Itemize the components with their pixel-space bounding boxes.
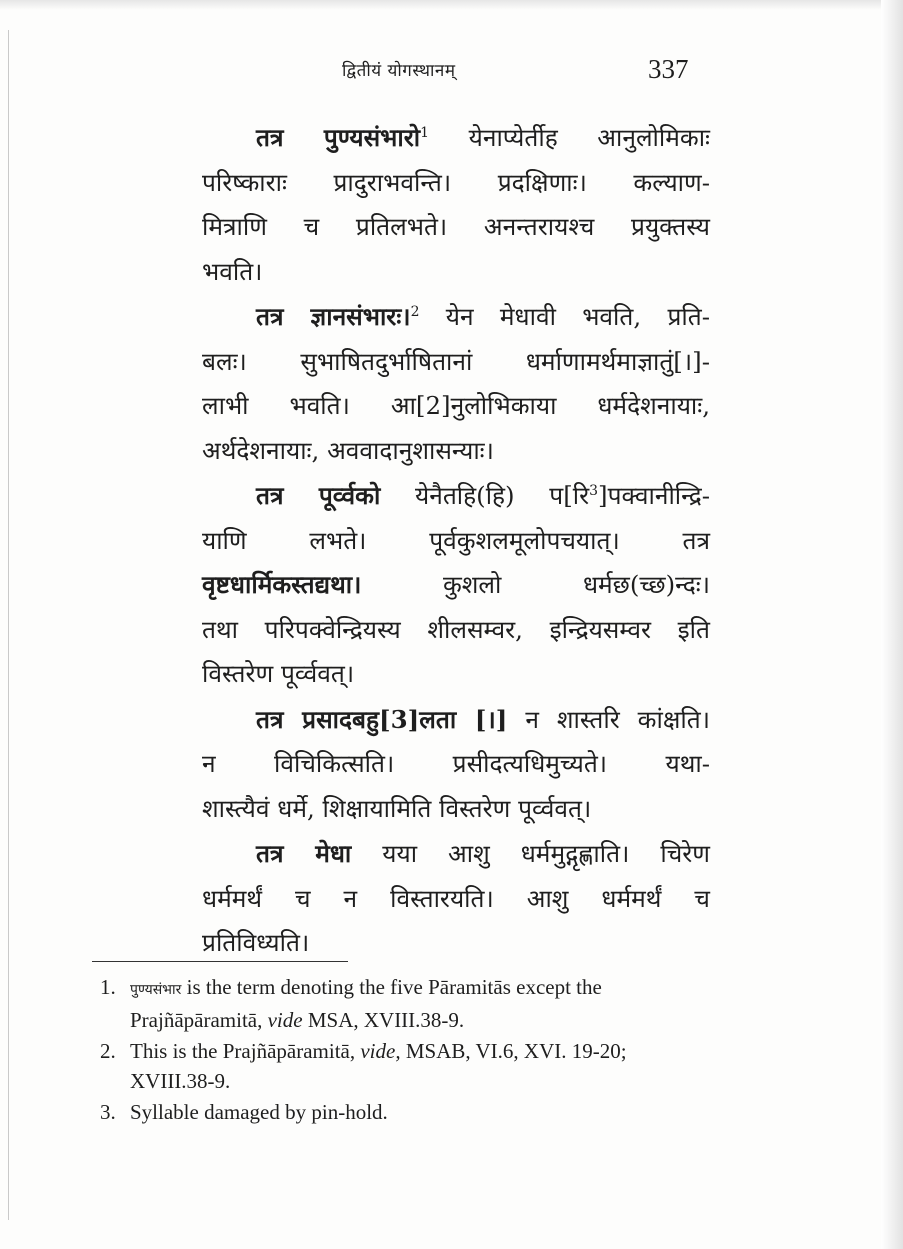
section-keyword: तत्र पूर्व्वको: [256, 481, 381, 510]
paragraph-jnana-sambhara: [202, 295, 710, 473]
scan-shadow-right: [881, 0, 903, 1249]
text-line: तथा परिपक्वेन्द्रियस्य शीलसम्वर, इन्द्रियसम्वर इति: [202, 614, 710, 644]
section-keyword: तत्र ज्ञानसंभारः।: [256, 302, 411, 331]
text-line-content: येनैतहि(हि) प[रि: [415, 481, 590, 510]
footnote-divider: [92, 961, 348, 962]
text-line: [202, 295, 710, 340]
footnote-ref: 3: [589, 482, 599, 499]
footnote-ref: 2: [410, 303, 420, 320]
section-keyword: तत्र पुण्यसंभारो: [256, 123, 421, 152]
text-line: लाभी भवति। आ[2]नुलोभिकाया धर्मदेशनायाः,: [202, 391, 710, 420]
text-line-content: येन मेधावी भवति, प्रति-: [445, 302, 710, 331]
text-line: मित्राणि च प्रतिलभते। अनन्तरायश्च प्रयुक्तस्य: [202, 212, 710, 241]
text-line: न विचिकित्सति। प्रसीदत्यधिमुच्यते। यथा-: [202, 749, 710, 778]
text-line: भवति।: [202, 256, 263, 286]
page-number: 337: [648, 54, 689, 84]
section-keyword: तत्र प्रसादबहु[3]लता [।]: [256, 704, 508, 734]
text-line: परिष्काराः प्रादुराभवन्ति। प्रदक्षिणाः। कल्याण-: [202, 167, 710, 197]
footnote-text: MSA, XVIII.38-9.: [307, 1007, 465, 1032]
footnote-text: Syllable damaged by pin-hold.: [130, 1100, 388, 1124]
body-text: [202, 116, 710, 967]
text-line-content: येनाप्येर्तीह आनुलोमिकाः: [468, 123, 711, 152]
paragraph-medha: [202, 832, 710, 966]
footnote: [92, 1098, 704, 1128]
text-line-content: यया आशु धर्ममुद्गृह्णाति। चिरेण: [382, 839, 710, 868]
paragraph-prasada: [202, 698, 710, 832]
footnote-text: MSAB, VI.6, XVI. 19-20; XVIII.38-9.: [130, 1039, 627, 1093]
text-line-content: कुशलो: [442, 570, 502, 599]
footnote-text: This is the Prajñāpāramitā,: [130, 1039, 356, 1063]
footnote: [92, 1037, 704, 1096]
text-line: बलः। सुभाषितदुर्भाषितानां धर्माणामर्थमाज्ञातुं[।]-: [202, 346, 710, 376]
text-line: अर्थदेशनायाः, अववादानुशासन्याः।: [202, 435, 494, 465]
text-line: धर्ममर्थं च न विस्तारयति। आशु धर्ममर्थं च: [202, 883, 710, 913]
text-line: [202, 698, 710, 743]
text-line: शास्त्यैवं धर्मे, शिक्षायामिति विस्तरेण पूर्व्ववत्।: [202, 793, 592, 823]
text-line: [202, 519, 710, 564]
section-keyword: तत्र मेधा: [256, 839, 352, 868]
text-line: [202, 563, 710, 608]
paragraph-punya-sambhara: [202, 116, 710, 294]
text-line-content: धर्मछ(च्छ)न्दः।: [582, 570, 710, 599]
text-line: प्रतिविध्यति।: [202, 928, 310, 957]
footnote-number: 2.: [100, 1039, 116, 1063]
scan-shadow-top: [0, 0, 903, 10]
footnote: [92, 973, 704, 1035]
footnote-term: पुण्यसंभार: [130, 982, 182, 998]
running-title: द्वितीयं योगस्थानम्: [342, 61, 456, 81]
footnote-ref: 1: [420, 124, 430, 141]
footnotes: [92, 973, 704, 1130]
footnote-italic: vide,: [360, 1039, 401, 1063]
text-line: [202, 832, 710, 877]
text-line: [202, 116, 710, 161]
text-line: विस्तरेण पूर्व्ववत्।: [202, 659, 355, 688]
text-line-content: याणि लभते। पूर्वकुशलमूलोपचयात्। तत्र: [202, 525, 710, 555]
text-line-content: ]पक्वानीन्द्रि-: [598, 481, 710, 510]
footnote-italic: vide: [267, 1007, 303, 1032]
section-keyword: वृष्टधार्मिकस्तद्यथा।: [202, 570, 362, 599]
footnote-number: 1.: [100, 975, 116, 999]
scan-edge-left: [8, 30, 9, 1220]
text-line: [202, 474, 710, 519]
footnote-number: 3.: [100, 1100, 116, 1124]
paragraph-purvaka: [202, 474, 710, 697]
footnote-text: is the term denoting the five Pāramitās except the Prajñāpāramitā,: [130, 975, 602, 1032]
text-line-content: न शास्तरि कांक्षति।: [525, 704, 710, 734]
